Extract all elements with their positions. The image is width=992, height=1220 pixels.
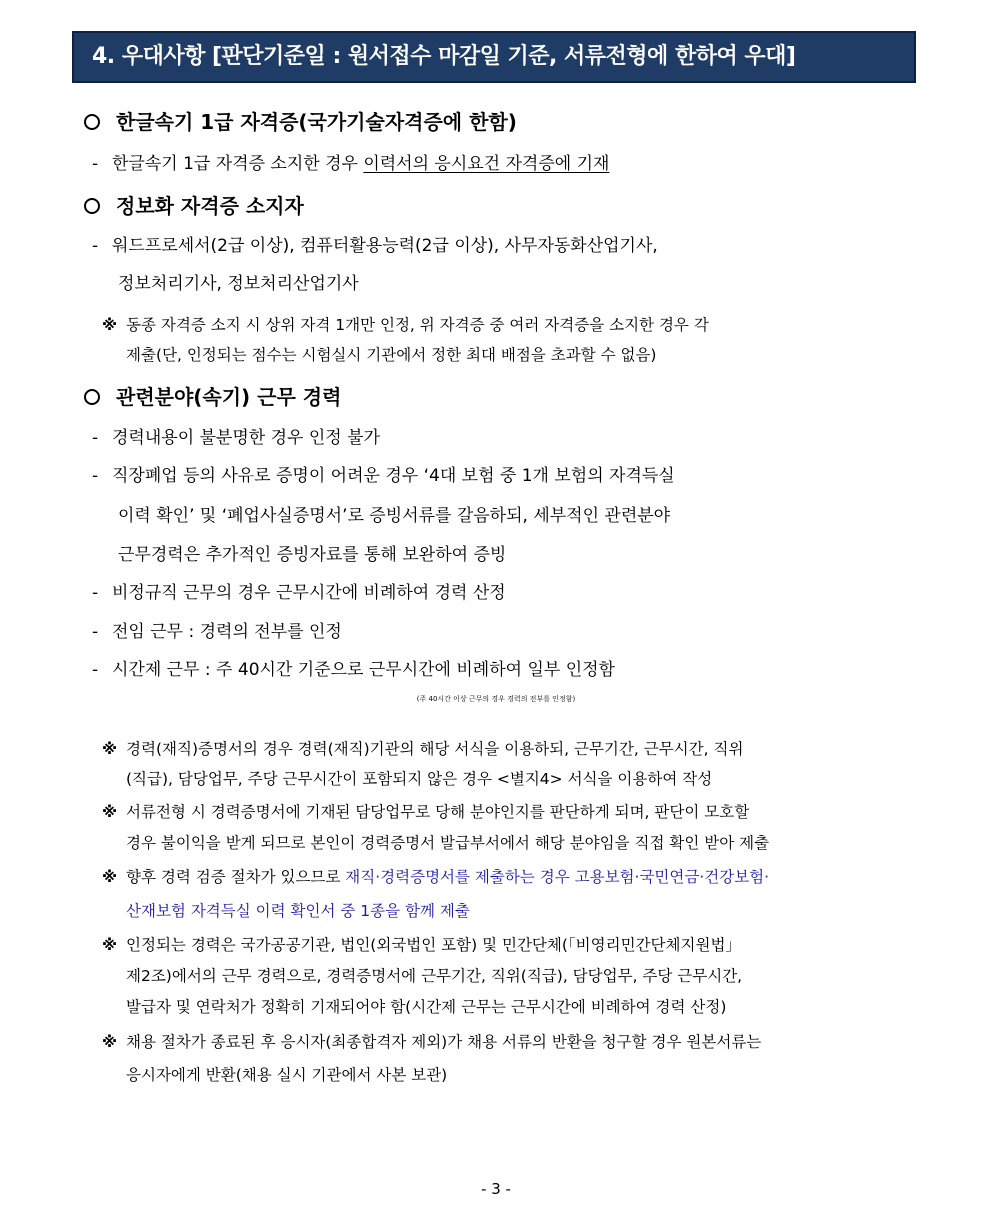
highlighted-text: 재직·경력증명서를 제출하는 경우 고용보험·국민연금·건강보험· xyxy=(345,868,770,886)
note-continuation: (직급), 담당업무, 주당 근무시간이 포함되지 않은 경우 <별지4> 서식을 이용하여 작성 xyxy=(126,770,713,788)
dash-item-continuation: 정보처리기사, 정보처리산업기사 xyxy=(118,274,359,294)
note-continuation: 경우 불이익을 받게 되므로 본인이 경력증명서 발급부서에서 해당 분야임을 직접 확인 받아 제출 xyxy=(126,834,770,852)
dash-item: - 비정규직 근무의 경우 근무시간에 비례하여 경력 산정 xyxy=(92,583,506,603)
dash-item: - 한글속기 1급 자격증 소지한 경우 이력서의 응시요건 자격증에 기재 xyxy=(92,154,610,174)
dash-item: - 직장폐업 등의 사유로 증명이 어려운 경우 ‘4대 보험 중 1개 보험의 자격득실 xyxy=(92,466,675,486)
circle-bullet-icon xyxy=(84,114,100,130)
circle-bullet-icon xyxy=(84,198,100,214)
heading-shorthand-certificate: 한글속기 1급 자격증(국가기술자격증에 한함) xyxy=(84,106,517,135)
dash-item: - 경력내용이 불분명한 경우 인정 불가 xyxy=(92,428,380,448)
note-item: ※ 경력(재직)증명서의 경우 경력(재직)기관의 해당 서식을 이용하되, 근무기간, 근무시간, 직위 xyxy=(102,740,744,758)
note-item: ※ 인정되는 경력은 국가공공기관, 법인(외국법인 포함) 및 민간단체(「비영리민간단체지원법」 xyxy=(102,936,741,954)
note-item: ※ 향후 경력 검증 절차가 있으므로 재직·경력증명서를 제출하는 경우 고용보험·국민연금·건강보험· xyxy=(102,868,770,886)
dash-item: - 전임 근무 : 경력의 전부를 인정 xyxy=(92,622,342,642)
section-title: 4. 우대사항 [판단기준일 : 원서접수 마감일 기준, 서류전형에 한하여 우대] xyxy=(72,31,916,83)
dash-item-subnote: (주 40시간 이상 근무의 경우 경력의 전부를 인정함) xyxy=(416,695,576,703)
highlighted-text: 산재보험 자격득실 이력 확인서 중 1종을 함께 제출 xyxy=(126,902,470,920)
note-continuation: 발급자 및 연락처가 정확히 기재되어야 함(시간제 근무는 근무시간에 비례하여 경력 산정) xyxy=(126,998,727,1016)
note-continuation: 제출(단, 인정되는 점수는 시험실시 기관에서 정한 최대 배점을 초과할 수 없음) xyxy=(126,346,657,364)
dash-item-continuation: 근무경력은 추가적인 증빙자료를 통해 보완하여 증빙 xyxy=(118,545,507,565)
dash-item: - 시간제 근무 : 주 40시간 기준으로 근무시간에 비례하여 일부 인정함 xyxy=(92,660,615,680)
dash-item: - 워드프로세서(2급 이상), 컴퓨터활용능력(2급 이상), 사무자동화산업기사, xyxy=(92,236,658,256)
note-continuation: 제2조)에서의 근무 경력으로, 경력증명서에 근무기간, 직위(직급), 담당업무, 주당 근무시간, xyxy=(126,967,743,985)
heading-work-experience: 관련분야(속기) 근무 경력 xyxy=(84,381,341,410)
note-item: ※ 동종 자격증 소지 시 상위 자격 1개만 인정, 위 자격증 중 여러 자격증을 소지한 경우 각 xyxy=(102,316,709,334)
underlined-text: 이력서의 응시요건 자격증에 기재 xyxy=(363,154,610,174)
note-item: ※ 채용 절차가 종료된 후 응시자(최종합격자 제외)가 채용 서류의 반환을 청구할 경우 원본서류는 xyxy=(102,1033,762,1051)
note-item: ※ 서류전형 시 경력증명서에 기재된 담당업무로 당해 분야인지를 판단하게 되며, 판단이 모호할 xyxy=(102,803,750,821)
dash-item-continuation: 이력 확인’ 및 ‘폐업사실증명서’로 증빙서류를 갈음하되, 세부적인 관련분야 xyxy=(118,506,671,526)
note-continuation: 응시자에게 반환(채용 실시 기관에서 사본 보관) xyxy=(126,1066,448,1084)
circle-bullet-icon xyxy=(84,389,100,405)
page-number: - 3 - xyxy=(481,1180,511,1198)
heading-it-certificate: 정보화 자격증 소지자 xyxy=(84,190,304,219)
